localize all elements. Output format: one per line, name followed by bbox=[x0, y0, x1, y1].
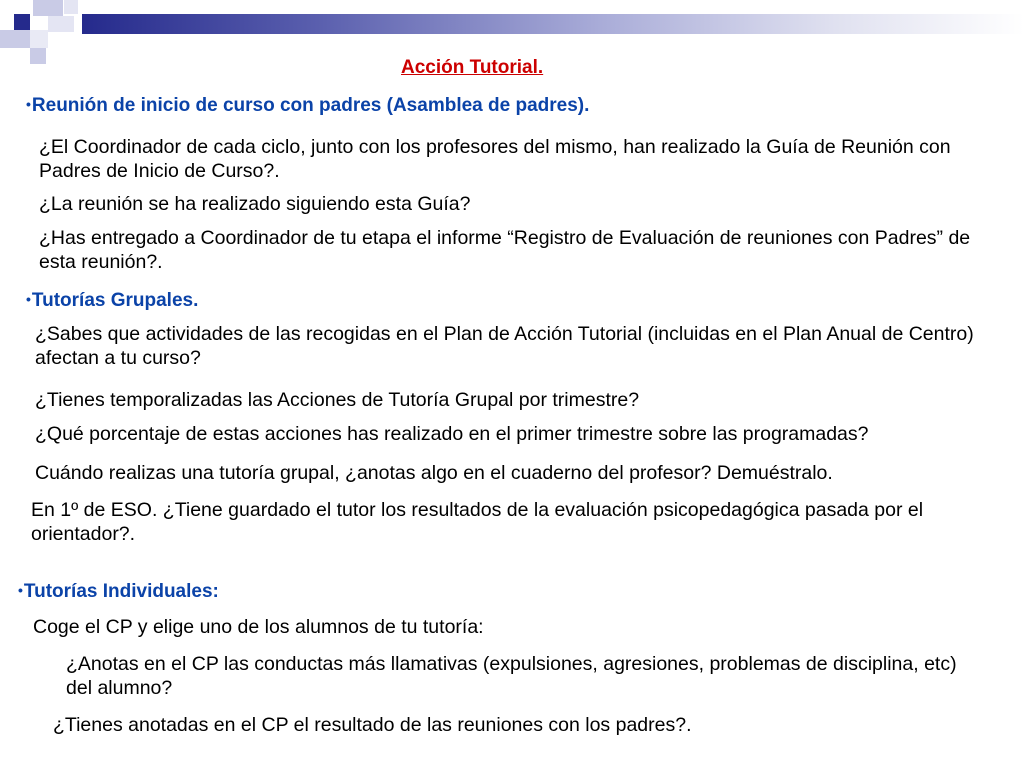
question-text: En 1º de ESO. ¿Tiene guardado el tutor los resultados de la evaluación psicopedagógica pasada por el orientador?. bbox=[31, 499, 924, 545]
question-text: ¿Tienes temporalizadas las Acciones de Tutoría Grupal por trimestre? bbox=[35, 389, 640, 411]
section-heading-text: Tutorías Individuales: bbox=[23, 581, 219, 602]
question-text: ¿El Coordinador de cada ciclo, junto con los profesores del mismo, han realizado la Guía de Reunión con Padres de Inicio de Curso?. bbox=[39, 136, 951, 182]
decor-square bbox=[64, 0, 78, 14]
question-text: ¿Has entregado a Coordinador de tu etapa el informe “Registro de Evaluación de reuniones con Padres” de esta reunión?. bbox=[39, 227, 971, 273]
question-text: ¿Sabes que actividades de las recogidas en el Plan de Acción Tutorial (incluidas en el Plan Anual de Centro) afectan a tu curso? bbox=[35, 323, 974, 369]
bullet-icon: • bbox=[26, 96, 31, 112]
section-heading-text: Reunión de inicio de curso con padres (Asamblea de padres). bbox=[31, 95, 590, 116]
question-text: ¿La reunión se ha realizado siguiendo esta Guía? bbox=[39, 193, 471, 215]
question-text: ¿Anotas en el CP las conductas más llamativas (expulsiones, agresiones, problemas de disciplina, etc) del alumno? bbox=[66, 653, 957, 699]
bullet-icon: • bbox=[18, 582, 23, 598]
section-heading-individuales bbox=[18, 581, 219, 603]
header-gradient-bar bbox=[82, 14, 1024, 34]
question-text: Cuándo realizas una tutoría grupal, ¿anotas algo en el cuaderno del profesor? Demuéstralo. bbox=[35, 462, 833, 484]
section-heading-grupales bbox=[26, 290, 198, 312]
section-heading-reunion bbox=[26, 95, 589, 117]
decor-square bbox=[48, 16, 74, 32]
decor-square bbox=[14, 14, 30, 30]
slide-title: Acción Tutorial. bbox=[401, 57, 544, 78]
decor-square bbox=[30, 48, 46, 64]
bullet-icon: • bbox=[26, 291, 31, 307]
question-text: ¿Tienes anotadas en el CP el resultado de las reuniones con los padres?. bbox=[53, 714, 692, 736]
section-heading-text: Tutorías Grupales. bbox=[31, 290, 199, 311]
question-text: ¿Qué porcentaje de estas acciones has realizado en el primer trimestre sobre las programadas? bbox=[35, 423, 869, 445]
intro-text: Coge el CP y elige uno de los alumnos de tu tutoría: bbox=[33, 616, 484, 638]
decor-square bbox=[30, 30, 48, 48]
decor-square bbox=[33, 0, 63, 16]
decor-square bbox=[0, 30, 30, 48]
